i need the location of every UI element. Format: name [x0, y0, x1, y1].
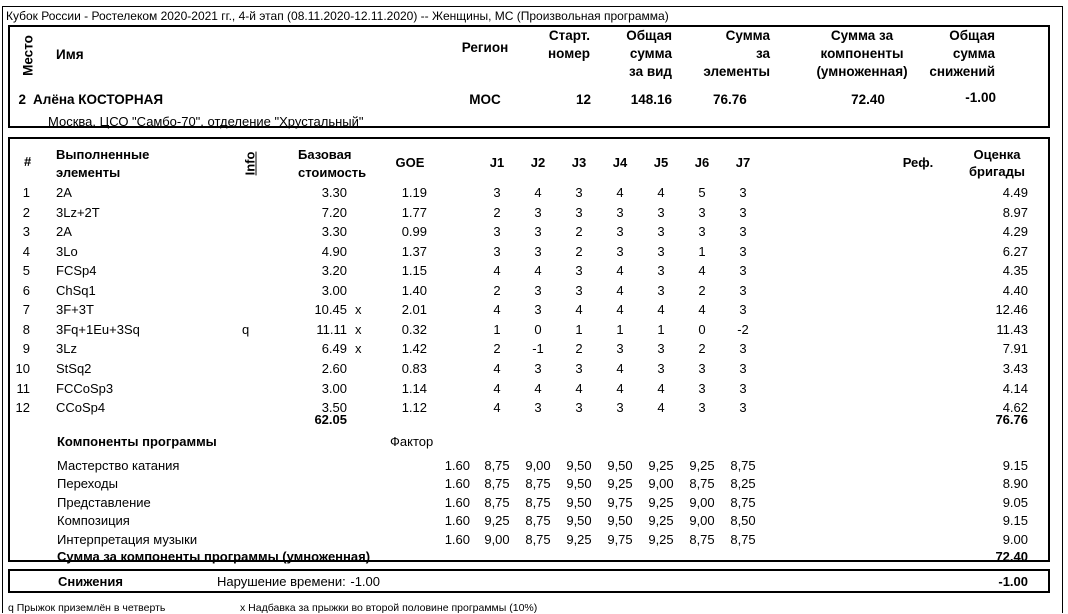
judge-score: 3 [739, 381, 747, 396]
judge-score: 3 [698, 361, 706, 376]
judge-score: 1 [657, 322, 665, 337]
event-title: Кубок России - Ростелеком 2020-2021 гг., 4-й этап (08.11.2020-12.11.2020) -- Женщины, МС (Произвольная программа) [6, 9, 669, 23]
judge-score: 3 [575, 283, 583, 298]
component-judge-score: 9,25 [648, 458, 674, 473]
judge-2-column-header: J2 [530, 155, 546, 170]
judge-score: 0 [698, 322, 706, 337]
element-panel-score: 4.40 [1002, 283, 1028, 298]
judge-score: 4 [616, 361, 624, 376]
component-judge-score: 8,75 [484, 495, 510, 510]
element-base-value: 3.20 [321, 263, 347, 278]
info-column-header: Info [242, 151, 258, 176]
component-judge-score: 9,50 [566, 458, 592, 473]
component-panel-score: 9.15 [1002, 513, 1028, 528]
component-factor: 1.60 [444, 513, 470, 528]
element-number: 9 [22, 341, 30, 356]
element-number-column-header: # [24, 154, 32, 169]
component-factor: 1.60 [444, 532, 470, 547]
judge-score: 0 [534, 322, 542, 337]
component-factor: 1.60 [444, 458, 470, 473]
element-code: 3F+3T [56, 302, 94, 317]
judge-score: 3 [698, 205, 706, 220]
element-goe: 1.15 [401, 263, 427, 278]
athlete-region: МОС [469, 92, 501, 107]
judge-score: 3 [739, 302, 747, 317]
deduction-reason-label: Нарушение времени: [217, 574, 346, 589]
component-judge-score: 8,75 [484, 458, 510, 473]
element-code: 3Fq+1Eu+3Sq [56, 322, 140, 337]
element-code: 3Lz [56, 341, 77, 356]
component-judge-score: 9,75 [607, 532, 633, 547]
judge-4-column-header: J4 [612, 155, 628, 170]
element-panel-score: 4.49 [1002, 185, 1028, 200]
element-panel-score: 8.97 [1002, 205, 1028, 220]
judge-5-column-header: J5 [653, 155, 669, 170]
component-judge-score: 8,25 [730, 476, 756, 491]
element-goe: 0.83 [401, 361, 427, 376]
component-judge-score: 8,50 [730, 513, 756, 528]
executed-elements-column-header: Выполненные элементы [56, 147, 150, 180]
component-judge-score: 9,50 [566, 513, 592, 528]
judge-score: 3 [657, 283, 665, 298]
element-goe: 1.12 [401, 400, 427, 415]
element-panel-score: 12.46 [995, 302, 1028, 317]
element-goe: 1.19 [401, 185, 427, 200]
component-judge-score: 9,00 [525, 458, 551, 473]
judge-score: 3 [698, 400, 706, 415]
component-judge-score: 9,25 [648, 532, 674, 547]
footnote-q: q Прыжок приземлён в четверть [8, 602, 166, 614]
component-judge-score: 9,00 [484, 532, 510, 547]
referee-column-header: Реф. [902, 155, 934, 170]
judge-score: 3 [657, 205, 665, 220]
component-panel-score: 9.00 [1002, 532, 1028, 547]
judge-score: 4 [575, 381, 583, 396]
component-judge-score: 9,50 [566, 495, 592, 510]
deduction-reason-value: -1.00 [350, 574, 380, 589]
judge-score: 1 [616, 322, 624, 337]
judge-score: 2 [698, 341, 706, 356]
component-judge-score: 9,50 [607, 513, 633, 528]
element-panel-score: 7.91 [1002, 341, 1028, 356]
judge-score: 2 [493, 205, 501, 220]
judge-score: 3 [698, 381, 706, 396]
element-number: 7 [22, 302, 30, 317]
panel-score-column-header: Оценка бригады [969, 147, 1025, 179]
judge-score: 3 [616, 205, 624, 220]
judge-score: 4 [698, 263, 706, 278]
judge-score: 4 [575, 302, 583, 317]
judge-score: 3 [657, 341, 665, 356]
element-base-value: 6.49 [321, 341, 347, 356]
athlete-deductions: -1.00 [965, 90, 996, 105]
judge-score: 3 [739, 283, 747, 298]
element-base-value: 2.60 [321, 361, 347, 376]
judge-score: -2 [737, 322, 749, 337]
judge-score: 3 [616, 244, 624, 259]
judge-score: 3 [534, 400, 542, 415]
element-base-value: 3.30 [321, 185, 347, 200]
judge-score: 2 [575, 341, 583, 356]
judge-score: 3 [575, 361, 583, 376]
element-number: 4 [22, 244, 30, 259]
judge-score: 3 [575, 205, 583, 220]
component-judge-score: 9,25 [648, 513, 674, 528]
judge-score: -1 [532, 341, 544, 356]
component-panel-score: 9.05 [1002, 495, 1028, 510]
element-base-value: 11.11 [316, 322, 347, 337]
element-panel-score: 4.29 [1002, 224, 1028, 239]
judge-score: 2 [575, 224, 583, 239]
element-panel-score: 4.35 [1002, 263, 1028, 278]
judge-score: 3 [739, 400, 747, 415]
element-base-value: 3.00 [321, 381, 347, 396]
judge-score: 3 [534, 224, 542, 239]
component-judge-score: 8,75 [525, 476, 551, 491]
component-judge-score: 9,00 [689, 495, 715, 510]
component-score-column-header: Сумма за компоненты (умноженная) [816, 28, 908, 79]
element-base-value: 10.45 [314, 302, 347, 317]
judge-1-column-header: J1 [489, 155, 505, 170]
judge-score: 4 [493, 381, 501, 396]
component-judge-score: 8,75 [689, 476, 715, 491]
judge-score: 3 [534, 205, 542, 220]
component-judge-score: 8,75 [525, 532, 551, 547]
judge-score: 4 [616, 381, 624, 396]
element-panel-score: 11.43 [996, 322, 1028, 337]
judge-score: 3 [493, 224, 501, 239]
judge-score: 4 [616, 302, 624, 317]
element-number: 5 [22, 263, 30, 278]
judge-7-column-header: J7 [735, 155, 751, 170]
start-number-column-header: Старт. номер [548, 28, 590, 61]
judge-score: 3 [698, 224, 706, 239]
total-score-column-header: Общая сумма за вид [626, 28, 672, 79]
judge-score: 3 [739, 244, 747, 259]
element-goe: 0.99 [401, 224, 427, 239]
element-code: 3Lz+2T [56, 205, 100, 220]
component-judge-score: 8,75 [484, 476, 510, 491]
element-score-column-header: Сумма за элементы [703, 28, 770, 79]
judge-score: 3 [616, 224, 624, 239]
element-number: 10 [15, 361, 30, 376]
judge-score: 3 [534, 283, 542, 298]
component-factor: 1.60 [444, 476, 470, 491]
component-judge-score: 9,00 [648, 476, 674, 491]
element-goe: 1.42 [401, 341, 427, 356]
judge-score: 4 [657, 381, 665, 396]
judge-score: 3 [657, 263, 665, 278]
judge-score: 2 [493, 341, 501, 356]
element-goe: 0.32 [401, 322, 427, 337]
element-base-value: 4.90 [321, 244, 347, 259]
region-column-header: Регион [461, 40, 509, 55]
element-info-flag: q [242, 322, 250, 337]
judge-score: 2 [698, 283, 706, 298]
judge-score: 3 [493, 244, 501, 259]
element-code: StSq2 [56, 361, 92, 376]
element-number: 1 [22, 185, 30, 200]
element-code: CCoSp4 [56, 400, 106, 415]
footnote-x: x Надбавка за прыжки во второй половине программы (10%) [240, 602, 538, 614]
deductions-label: Снижения [58, 574, 123, 589]
judge-score: 4 [534, 381, 542, 396]
second-half-bonus-marker: x [355, 341, 362, 356]
base-value-total: 62.05 [314, 412, 347, 427]
element-code: 2A [56, 185, 72, 200]
judge-score: 3 [739, 205, 747, 220]
element-panel-score: 4.62 [1002, 400, 1028, 415]
component-judge-score: 9,25 [607, 476, 633, 491]
judge-score: 3 [534, 302, 542, 317]
element-code: 3Lo [56, 244, 78, 259]
element-number: 6 [22, 283, 30, 298]
element-base-value: 3.00 [321, 283, 347, 298]
components-sum-label: Сумма за компоненты программы (умноженная) [57, 549, 371, 564]
judge-score: 3 [739, 361, 747, 376]
component-judge-score: 9,00 [689, 513, 715, 528]
deductions-total: -1.00 [998, 574, 1028, 589]
components-sum-value: 72.40 [995, 549, 1028, 564]
component-judge-score: 8,75 [730, 458, 756, 473]
element-number: 8 [22, 322, 30, 337]
judge-score: 3 [739, 224, 747, 239]
element-base-value: 3.30 [321, 224, 347, 239]
place-column-header: Место [20, 35, 36, 76]
judge-score: 4 [534, 263, 542, 278]
deductions-column-header: Общая сумма снижений [929, 28, 995, 79]
component-judge-score: 9,75 [607, 495, 633, 510]
element-code: FCSp4 [56, 263, 97, 278]
judge-score: 4 [493, 361, 501, 376]
judge-score: 3 [534, 244, 542, 259]
component-judge-score: 9,25 [689, 458, 715, 473]
judge-score: 3 [575, 185, 583, 200]
component-judge-score: 8,75 [689, 532, 715, 547]
component-judge-score: 8,75 [525, 513, 551, 528]
element-goe: 2.01 [401, 302, 427, 317]
element-panel-score: 4.14 [1002, 381, 1028, 396]
judge-score: 3 [657, 361, 665, 376]
component-judge-score: 9,25 [484, 513, 510, 528]
component-panel-score: 8.90 [1002, 476, 1028, 491]
judge-score: 4 [616, 283, 624, 298]
base-value-column-header: Базовая стоимость [298, 147, 367, 180]
element-goe: 1.37 [401, 244, 427, 259]
element-base-value: 7.20 [321, 205, 347, 220]
component-judge-score: 9,25 [566, 532, 592, 547]
judge-score: 3 [616, 341, 624, 356]
element-number: 3 [22, 224, 30, 239]
judge-3-column-header: J3 [571, 155, 587, 170]
judge-score: 4 [534, 185, 542, 200]
component-name: Переходы [57, 476, 118, 491]
element-panel-score: 6.27 [1002, 244, 1028, 259]
judge-score: 5 [698, 185, 706, 200]
judge-score: 4 [657, 302, 665, 317]
judge-score: 2 [575, 244, 583, 259]
judge-6-column-header: J6 [694, 155, 710, 170]
judge-score: 4 [493, 400, 501, 415]
judge-score: 3 [534, 361, 542, 376]
judge-score: 4 [657, 185, 665, 200]
component-name: Представление [57, 495, 151, 510]
goe-column-header: GOE [395, 155, 425, 170]
judge-score: 3 [657, 244, 665, 259]
athlete-element-score: 76.76 [713, 92, 747, 107]
athlete-start-number: 12 [575, 92, 591, 107]
judge-score: 1 [575, 322, 583, 337]
judge-score: 4 [616, 263, 624, 278]
judge-score: 4 [698, 302, 706, 317]
judge-score: 3 [493, 185, 501, 200]
judge-score: 4 [493, 263, 501, 278]
element-number: 11 [16, 381, 30, 396]
judge-score: 1 [698, 244, 706, 259]
element-goe: 1.77 [401, 205, 427, 220]
judge-score: 3 [739, 185, 747, 200]
second-half-bonus-marker: x [355, 302, 362, 317]
judge-score: 3 [575, 400, 583, 415]
component-name: Мастерство катания [57, 458, 180, 473]
judge-score: 4 [616, 185, 624, 200]
component-panel-score: 9.15 [1002, 458, 1028, 473]
deductions-box [8, 569, 1050, 593]
element-base-value: 3.50 [321, 400, 347, 415]
element-number: 2 [22, 205, 30, 220]
element-code: 2A [56, 224, 72, 239]
component-factor: 1.60 [444, 495, 470, 510]
athlete-place: 2 [18, 92, 26, 107]
judge-score: 3 [575, 263, 583, 278]
element-number: 12 [15, 400, 30, 415]
judge-score: 4 [493, 302, 501, 317]
judge-score: 1 [493, 322, 501, 337]
judge-score: 3 [739, 341, 747, 356]
element-code: FCCoSp3 [56, 381, 114, 396]
component-judge-score: 9,25 [648, 495, 674, 510]
element-goe: 1.14 [401, 381, 427, 396]
component-judge-score: 8,75 [525, 495, 551, 510]
element-score-total: 76.76 [995, 412, 1028, 427]
athlete-name: Алёна КОСТОРНАЯ [33, 92, 164, 107]
component-name: Композиция [57, 513, 130, 528]
second-half-bonus-marker: x [355, 322, 362, 337]
athlete-club: Москва, ЦСО "Самбо-70", отделение "Хрустальный" [48, 114, 364, 129]
judge-score: 2 [493, 283, 501, 298]
athlete-total-score: 148.16 [630, 92, 672, 107]
element-goe: 1.40 [401, 283, 427, 298]
judge-score: 3 [616, 400, 624, 415]
element-panel-score: 3.43 [1002, 361, 1028, 376]
element-code: ChSq1 [56, 283, 96, 298]
judge-score: 4 [657, 400, 665, 415]
factor-label: Фактор [390, 434, 434, 449]
judge-score: 3 [657, 224, 665, 239]
athlete-component-score: 72.40 [851, 92, 885, 107]
component-judge-score: 8,75 [730, 495, 756, 510]
component-judge-score: 9,50 [566, 476, 592, 491]
component-name: Интерпретация музыки [57, 532, 198, 547]
judge-score: 3 [739, 263, 747, 278]
component-judge-score: 9,50 [607, 458, 633, 473]
name-column-header: Имя [56, 47, 84, 62]
component-judge-score: 8,75 [730, 532, 756, 547]
components-section-header: Компоненты программы [57, 434, 217, 449]
